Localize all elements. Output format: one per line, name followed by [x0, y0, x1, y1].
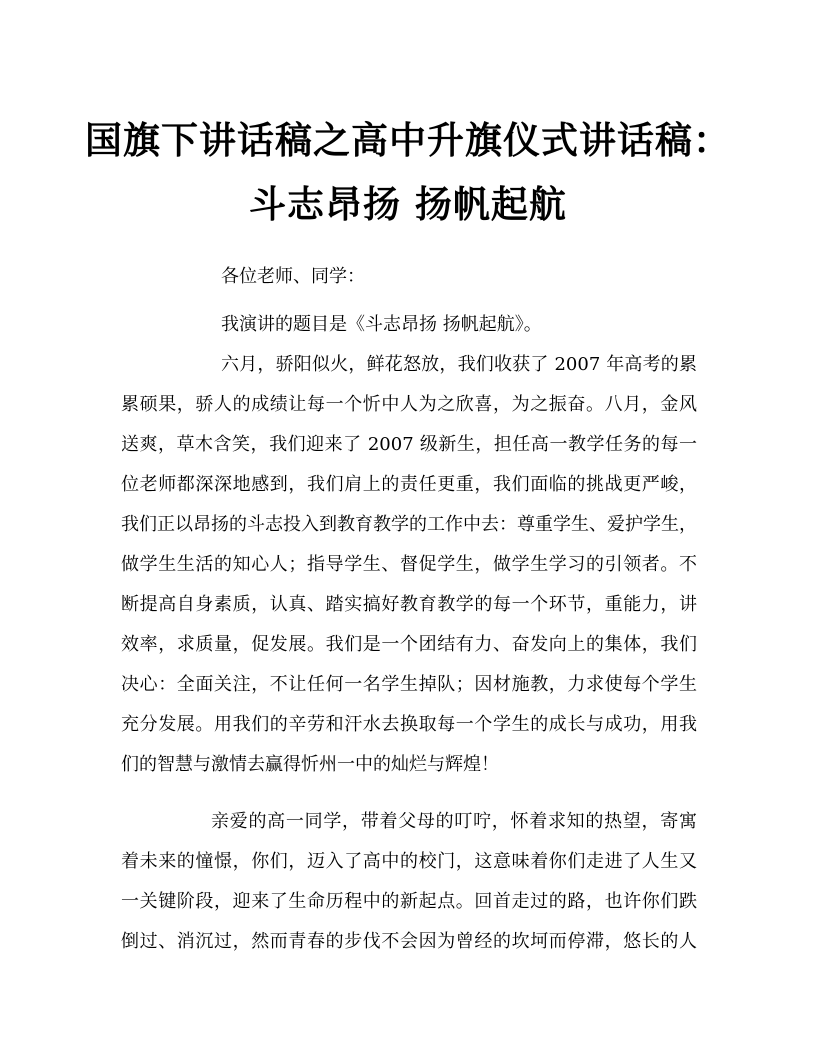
- paragraph-1: [121, 345, 697, 785]
- paragraph-line: 亲爱的高一同学，带着父母的叮咛，怀着求知的热望，寄寓: [211, 811, 697, 832]
- paragraph-line: 倒过、消沉过，然而青春的步伐不会因为曾经的坎坷而停滞，悠长的人: [121, 931, 697, 952]
- paragraph-line: 送爽，草木含笑，我们迎来了 2007 级新生，担任高一教学任务的每一: [121, 434, 697, 455]
- paragraph-line: 做学生生活的知心人；指导学生、督促学生，做学生学习的引领者。不: [121, 554, 697, 575]
- paragraph-line: 我们正以昂扬的斗志投入到教育教学的工作中去：尊重学生、爱护学生，: [121, 514, 697, 535]
- document-title-line-2: 斗志昂扬 扬帆起航: [249, 182, 567, 226]
- paragraph-2: [121, 802, 697, 962]
- paragraph-line: 们的智慧与激情去赢得忻州一中的灿烂与辉煌！: [121, 754, 499, 775]
- paragraph-line: 着未来的憧憬，你们，迈入了高中的校门，这意味着你们走进了人生又: [121, 851, 697, 872]
- topic-paragraph: [121, 305, 697, 345]
- paragraph-line: 一关键阶段，迎来了生命历程中的新起点。回首走过的路，也许你们跌: [121, 891, 697, 912]
- topic-line: 我演讲的题目是《斗志昂扬 扬帆起航》。: [221, 314, 542, 335]
- paragraph-line: 累硕果，骄人的成绩让每一个忻中人为之欣喜，为之振奋。八月，金风: [121, 394, 697, 415]
- paragraph-line: 断提高自身素质，认真、踏实搞好教育教学的每一个环节，重能力，讲: [121, 594, 697, 615]
- paragraph-line: 充分发展。用我们的辛劳和汗水去换取每一个学生的成长与成功，用我: [121, 714, 697, 735]
- paragraph-line: 决心：全面关注，不让任何一名学生掉队；因材施教，力求使每个学生: [121, 674, 697, 695]
- document-title-line-1: 国旗下讲话稿之高中升旗仪式讲话稿：: [85, 118, 731, 162]
- paragraph-line: 效率，求质量，促发展。我们是一个团结有力、奋发向上的集体，我们: [121, 634, 697, 655]
- paragraph-line: 六月，骄阳似火，鲜花怒放，我们收获了 2007 年高考的累: [221, 354, 697, 375]
- greeting-line: 各位老师、同学：: [221, 266, 365, 287]
- paragraph-line: 位老师都深深地感到，我们肩上的责任更重，我们面临的挑战更严峻，: [121, 474, 697, 495]
- greeting-paragraph: [121, 257, 697, 297]
